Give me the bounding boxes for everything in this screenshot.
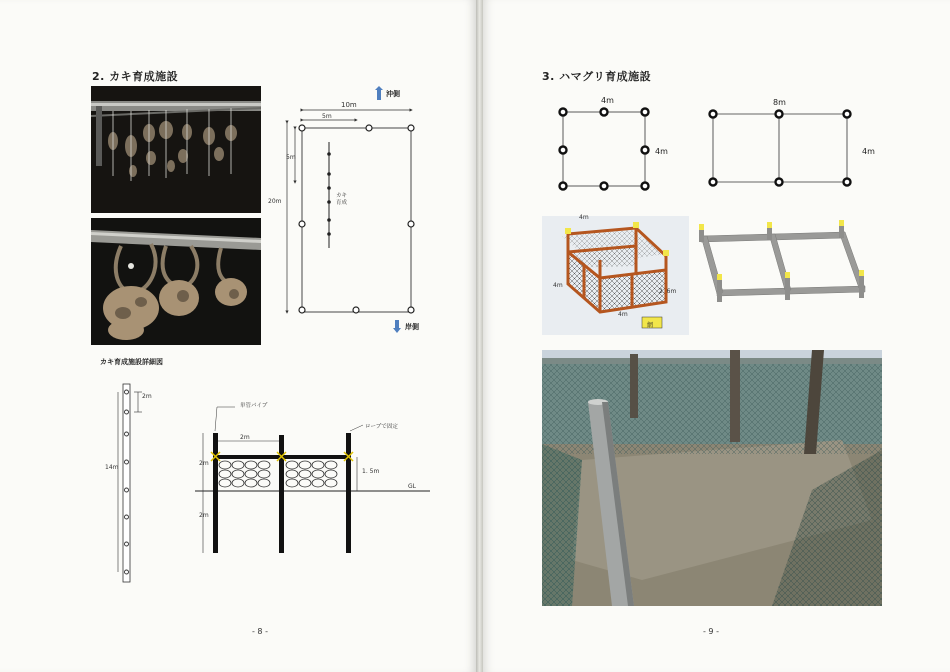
- render-top-label: 4m: [579, 214, 589, 221]
- diagram-b-side-label: 4m: [862, 147, 875, 156]
- lower-height-label: 2m: [199, 512, 209, 519]
- left-heading: 2. カキ育成施設: [92, 70, 179, 83]
- right-heading: 3. ハマグリ育成施設: [542, 70, 652, 83]
- detail-caption: カキ育成施設詳細図: [100, 358, 163, 366]
- right-page: [483, 0, 950, 672]
- pole-detail-diagram: [100, 382, 160, 587]
- diagram-a-side-label: 4m: [655, 147, 668, 156]
- oyster-photo-1: [91, 86, 261, 213]
- diagram-b-top-label: 8m: [773, 98, 786, 107]
- ground-label: GL: [408, 483, 416, 490]
- left-page-number: - 8 -: [252, 627, 268, 636]
- book-gutter: [476, 0, 483, 672]
- render-side-label: 4m: [553, 282, 563, 289]
- rope-label: ロープで固定: [365, 424, 398, 430]
- pipe-label: 単管パイプ: [240, 403, 268, 409]
- span-label: 2m: [240, 434, 250, 441]
- right-page-number: - 9 -: [703, 627, 719, 636]
- pole-top-label: 2m: [142, 393, 152, 400]
- clam-frame-render: [695, 218, 875, 310]
- shore-label: 岸側: [405, 323, 419, 331]
- diagram-a-top-label: 4m: [601, 96, 614, 105]
- pole-length-label: 14m: [105, 464, 119, 471]
- clam-plan-diagram-a: [553, 100, 658, 200]
- plan-half-width-label: 5m: [322, 113, 332, 120]
- clam-tidal-flat-photo: [542, 350, 882, 606]
- depth-label: 1. 5m: [362, 468, 380, 475]
- offshore-label: 沖側: [386, 90, 400, 98]
- clam-plan-diagram-b: [701, 102, 861, 192]
- render-height-label: 2. 6m: [659, 288, 677, 295]
- upper-height-label: 2m: [199, 460, 209, 467]
- plan-height-label: 20m: [268, 198, 282, 205]
- oyster-photo-2: [91, 218, 261, 345]
- plan-width-label: 10m: [341, 101, 357, 109]
- oyster-line-label: カキ 育成: [336, 193, 348, 206]
- render-bottom-label: 4m: [618, 311, 628, 318]
- oyster-plan-diagram: [265, 84, 435, 344]
- clam-net-render: [542, 216, 689, 335]
- plan-offset-label: 5m: [286, 154, 296, 161]
- oyster-section-diagram: [195, 395, 435, 560]
- render-tag-label: 網: [647, 322, 654, 329]
